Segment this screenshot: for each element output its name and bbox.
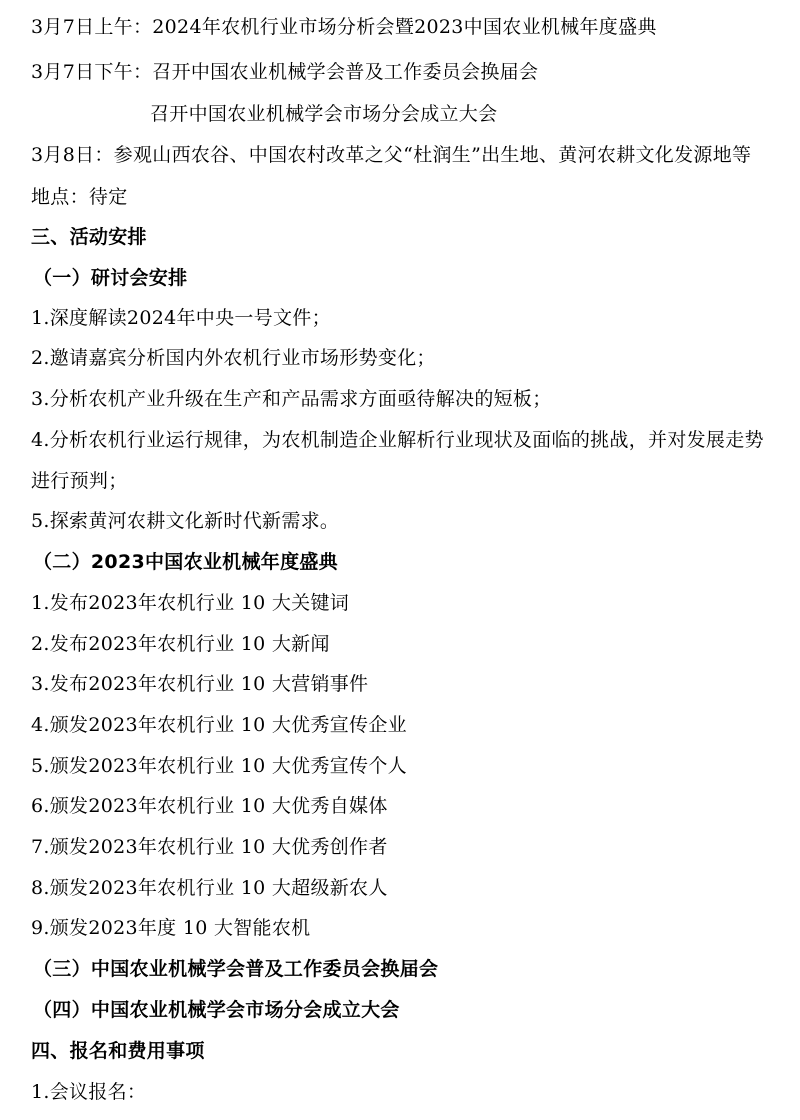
seminar-item-continuation: 进行预判；: [31, 470, 128, 492]
section-3-part-1-heading: （一）研讨会安排: [33, 267, 188, 289]
section-3-part-2-heading: （二）2023中国农业机械年度盛典: [33, 551, 338, 573]
ceremony-item: 1.发布2023年农机行业 10 大关键词: [31, 592, 350, 614]
ceremony-item: 4.颁发2023年农机行业 10 大优秀宣传企业: [31, 714, 407, 736]
schedule-line-day2: 3月8日：参观山西农谷、中国农村改革之父“杜润生”出生地、黄河农耕文化发源地等: [31, 144, 752, 166]
ceremony-item: 6.颁发2023年农机行业 10 大优秀自媒体: [31, 795, 388, 817]
section-3-part-3-heading: （三）中国农业机械学会普及工作委员会换届会: [33, 958, 439, 980]
ceremony-item: 2.发布2023年农机行业 10 大新闻: [31, 633, 330, 655]
schedule-line-afternoon: 3月7日下午：召开中国农业机械学会普及工作委员会换届会: [31, 61, 539, 83]
section-4-heading: 四、报名和费用事项: [31, 1040, 205, 1062]
ceremony-item: 5.颁发2023年农机行业 10 大优秀宣传个人: [31, 755, 407, 777]
ceremony-item: 8.颁发2023年农机行业 10 大超级新农人: [31, 877, 388, 899]
ceremony-item: 3.发布2023年农机行业 10 大营销事件: [31, 673, 369, 695]
ceremony-item: 9.颁发2023年度 10 大智能农机: [31, 917, 311, 939]
registration-item: 1.会议报名：: [31, 1081, 147, 1103]
schedule-line-morning: 3月7日上午：2024年农机行业市场分析会暨2023中国农业机械年度盛典: [31, 16, 657, 38]
seminar-item: 2.邀请嘉宾分析国内外农机行业市场形势变化；: [31, 347, 436, 369]
section-3-part-4-heading: （四）中国农业机械学会市场分会成立大会: [33, 999, 400, 1021]
section-3-heading: 三、活动安排: [31, 226, 147, 248]
seminar-item: 5.探索黄河农耕文化新时代新需求。: [31, 510, 340, 532]
seminar-item: 1.深度解读2024年中央一号文件；: [31, 307, 331, 329]
seminar-item: 3.分析农机产业升级在生产和产品需求方面亟待解决的短板；: [31, 388, 552, 410]
schedule-line-afternoon-2: 召开中国农业机械学会市场分会成立大会: [150, 103, 498, 125]
seminar-item: 4.分析农机行业运行规律，为农机制造企业解析行业现状及面临的挑战，并对发展走势: [31, 429, 764, 451]
schedule-location: 地点：待定: [31, 186, 128, 208]
ceremony-item: 7.颁发2023年农机行业 10 大优秀创作者: [31, 836, 388, 858]
